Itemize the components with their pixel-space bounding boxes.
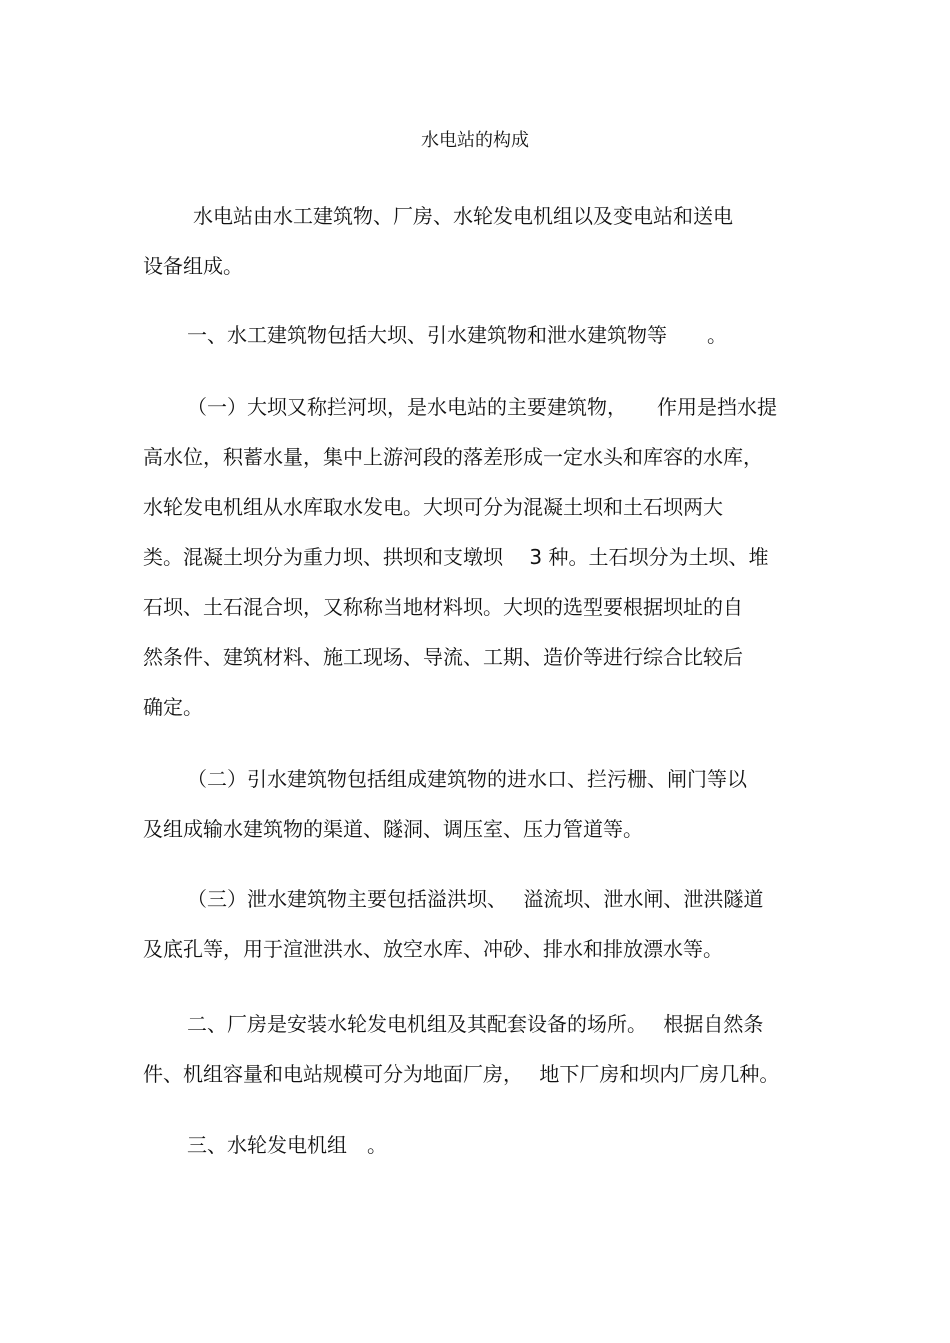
document-title: 水电站的构成 xyxy=(421,130,529,151)
section-1-1-line-2: 高水位，积蓄水量，集中上游河段的落差形成一定水头和库容的水库， xyxy=(143,445,763,469)
section-1-heading: 一、水工建筑物包括大坝、引水建筑物和泄水建筑物等 。 xyxy=(187,323,727,347)
section-1-3-line-1: （三）泄水建筑物主要包括溢洪坝、 溢流坝、泄水闸、泄洪隧道 xyxy=(187,887,764,911)
section-2-line-2: 件、机组容量和电站规模可分为地面厂房， 地下厂房和坝内厂房几种。 xyxy=(143,1062,780,1086)
section-1-1-line-7: 确定。 xyxy=(143,695,203,719)
section-1-1-line-6: 然条件、建筑材料、施工现场、导流、工期、造价等进行综合比较后 xyxy=(143,645,743,669)
section-1-1-line-1: （一）大坝又称拦河坝，是水电站的主要建筑物， 作用是挡水提 xyxy=(187,395,777,419)
section-3-heading: 三、水轮发电机组 。 xyxy=(187,1133,387,1157)
section-1-2-line-1: （二）引水建筑物包括组成建筑物的进水口、拦污栅、闸门等以 xyxy=(187,767,747,791)
section-1-3-line-2: 及底孔等，用于渲泄洪水、放空水库、冲砂、排水和排放漂水等。 xyxy=(143,937,723,961)
section-1-2-line-2: 及组成输水建筑物的渠道、隧洞、调压室、压力管道等。 xyxy=(143,817,643,841)
section-1-1-line-4: 类。混凝土坝分为重力坝、拱坝和支墩坝 3 种。土石坝分为土坝、堆 xyxy=(143,545,769,569)
paragraph-intro-line-2: 设备组成。 xyxy=(143,254,243,278)
section-1-1-line-3: 水轮发电机组从水库取水发电。大坝可分为混凝土坝和土石坝两大 xyxy=(143,495,723,519)
paragraph-intro-line-1: 水电站由水工建筑物、厂房、水轮发电机组以及变电站和送电 xyxy=(193,204,733,228)
section-2-line-1: 二、厂房是安装水轮发电机组及其配套设备的场所。 根据自然条 xyxy=(187,1012,764,1036)
section-1-1-line-5: 石坝、土石混合坝，又称称当地材料坝。大坝的选型要根据坝址的自 xyxy=(143,595,743,619)
